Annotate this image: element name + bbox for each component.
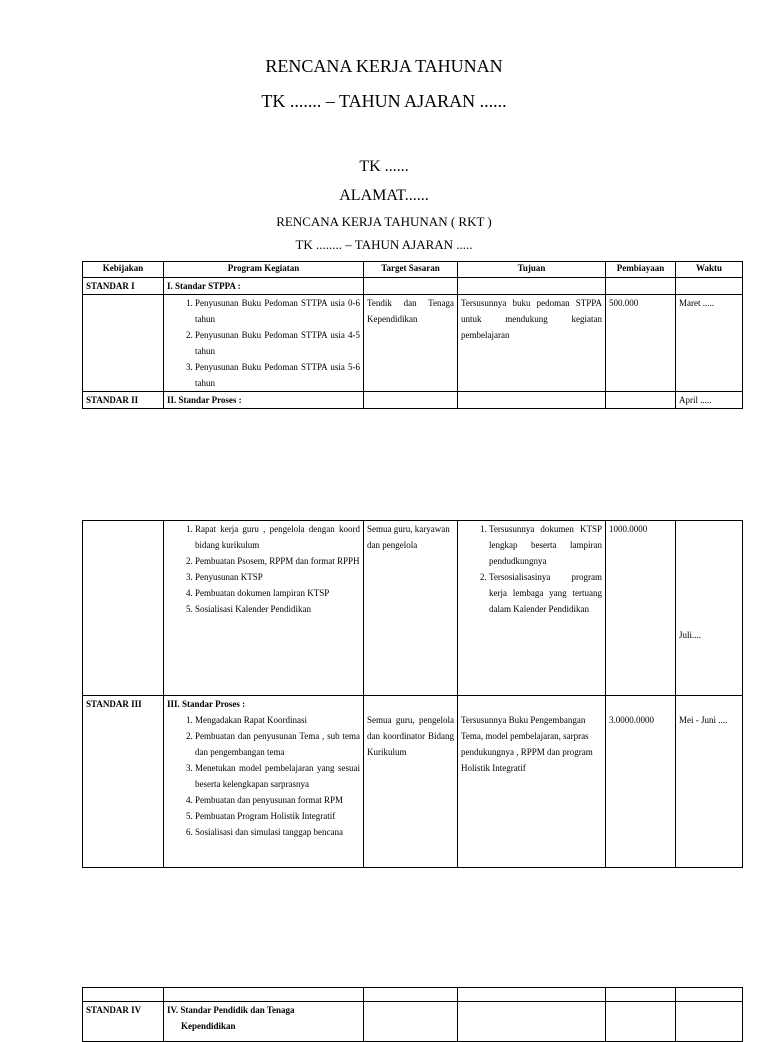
list-item: 1. Rapat kerja guru , pengelola dengan koord bidang kurikulum <box>195 521 360 553</box>
target-text: Semua guru, pengelola dan koordinator Bidang Kurikulum <box>367 715 454 757</box>
list-item: 1. Tersusunnya dokumen KTSP lengkap beserta lampiran pendudkungnya <box>489 521 602 569</box>
rkt-table-part1 <box>82 261 743 409</box>
target-cell: Tendik dan Tenaga Kependidikan <box>364 295 458 392</box>
doc-subtitle: TK ....... – TAHUN AJARAN ...... <box>261 91 507 111</box>
empty-cell <box>676 278 743 295</box>
rkt-table-part2 <box>82 520 743 868</box>
table-row <box>83 521 743 696</box>
empty-cell <box>364 988 458 1002</box>
kebijakan-cell: STANDAR II <box>83 392 164 409</box>
doc-title: RENCANA KERJA TAHUNAN <box>265 56 503 76</box>
table-row <box>83 392 743 409</box>
pembiayaan-cell <box>606 696 676 868</box>
target-cell <box>364 696 458 868</box>
empty-cell <box>83 295 164 392</box>
pembiayaan-cell: 1000.0000 <box>606 521 676 696</box>
tujuan-cell: Tersusunnya buku pedoman STPPA untuk mendukung kegiatan pembelajaran <box>458 295 606 392</box>
list-item: 2. Pembuatan Psosem, RPPM dan format RPPH <box>195 553 360 569</box>
waktu-cell <box>676 696 743 868</box>
kebijakan-cell: STANDAR I <box>83 278 164 295</box>
rkt-year: TK ........ – TAHUN AJARAN ..... <box>295 237 473 252</box>
empty-cell <box>458 278 606 295</box>
list-item: 5. Sosialisasi Kalender Pendidikan <box>195 601 360 617</box>
empty-cell <box>606 988 676 1002</box>
rkt-title: RENCANA KERJA TAHUNAN ( RKT ) <box>276 214 492 229</box>
program-title-cell: I. Standar STPPA : <box>164 278 364 295</box>
program-title: III. Standar Proses : <box>167 699 246 709</box>
empty-cell <box>364 1002 458 1042</box>
target-cell: Semua guru, karyawan dan pengelola <box>364 521 458 696</box>
empty-cell <box>458 1002 606 1042</box>
rkt-table-part3 <box>82 987 743 1042</box>
program-list-cell <box>164 295 364 392</box>
table-row <box>83 988 743 1002</box>
table-row <box>83 1002 743 1042</box>
program-list-cell <box>164 696 364 868</box>
waktu-cell: April ..... <box>676 392 743 409</box>
program-title: IV. Standar Pendidik dan Tenaga <box>167 1005 295 1015</box>
list-item: 6. Sosialisasi dan simulasi tanggap bencana <box>195 824 360 840</box>
empty-cell <box>83 521 164 696</box>
col-header-pembiayaan: Pembiayaan <box>606 262 676 278</box>
waktu-value: Juli.... <box>679 630 702 640</box>
empty-cell <box>364 278 458 295</box>
list-item: 2. Penyusunan Buku Pedoman STTPA usia 4-5 tahun <box>195 327 360 359</box>
list-item: 1. Penyusunan Buku Pedoman STTPA usia 0-6 tahun <box>195 295 360 327</box>
school-address: ALAMAT...... <box>339 187 429 204</box>
col-header-target: Target Sasaran <box>364 262 458 278</box>
empty-cell <box>458 988 606 1002</box>
empty-cell <box>676 1002 743 1042</box>
kebijakan-cell: STANDAR IV <box>83 1002 164 1042</box>
list-item: 2. Tersosialisasinya program kerja lembaga yang tertuang dalam Kalender Pendidikan <box>489 569 602 617</box>
empty-cell <box>676 988 743 1002</box>
tujuan-cell <box>458 696 606 868</box>
table-header-row <box>83 262 743 278</box>
table-row <box>83 696 743 868</box>
list-item: 2. Pembuatan dan penyusunan Tema , sub tema dan pengembangan tema <box>195 728 360 760</box>
program-title-cell <box>164 1002 364 1042</box>
waktu-text: Mei - Juni .... <box>679 715 728 725</box>
waktu-cell: Maret ..... <box>676 295 743 392</box>
empty-cell <box>164 988 364 1002</box>
school-name: TK ...... <box>359 158 409 175</box>
program-title-cont: Kependidikan <box>181 1021 236 1031</box>
list-item: 1. Mengadakan Rapat Koordinasi <box>195 712 360 728</box>
program-title-cell: II. Standar Proses : <box>164 392 364 409</box>
program-list-cell <box>164 521 364 696</box>
pembiayaan-text: 3.0000.0000 <box>609 715 654 725</box>
tujuan-text: Tersusunnya Buku Pengembangan Tema, model pembelajaran, sarpras pendukungnya , RPPM dan program Holistik Integratif <box>461 715 593 773</box>
col-header-tujuan: Tujuan <box>458 262 606 278</box>
empty-cell <box>606 1002 676 1042</box>
list-item: 4. Pembuatan dokumen lampiran KTSP <box>195 585 360 601</box>
kebijakan-cell: STANDAR III <box>83 696 164 868</box>
list-item: 3. Penyusunan Buku Pedoman STTPA usia 5-6 tahun <box>195 359 360 391</box>
empty-cell <box>606 278 676 295</box>
list-item: 5. Pembuatan Program Holistik Integratif <box>195 808 360 824</box>
list-item: 4. Pembuatan dan penyusunan format RPM <box>195 792 360 808</box>
waktu-cell <box>676 521 743 696</box>
list-item: 3. Penyusunan KTSP <box>195 569 360 585</box>
tujuan-cell <box>458 521 606 696</box>
list-item: 3. Menetukan model pembelajaran yang sesuai beserta kelengkapan sarprasnya <box>195 760 360 792</box>
pembiayaan-cell: 500.000 <box>606 295 676 392</box>
col-header-program: Program Kegiatan <box>164 262 364 278</box>
col-header-kebijakan: Kebijakan <box>83 262 164 278</box>
empty-cell <box>83 988 164 1002</box>
empty-cell <box>606 392 676 409</box>
empty-cell <box>364 392 458 409</box>
empty-cell <box>458 392 606 409</box>
table-row <box>83 295 743 392</box>
col-header-waktu: Waktu <box>676 262 743 278</box>
table-row <box>83 278 743 295</box>
